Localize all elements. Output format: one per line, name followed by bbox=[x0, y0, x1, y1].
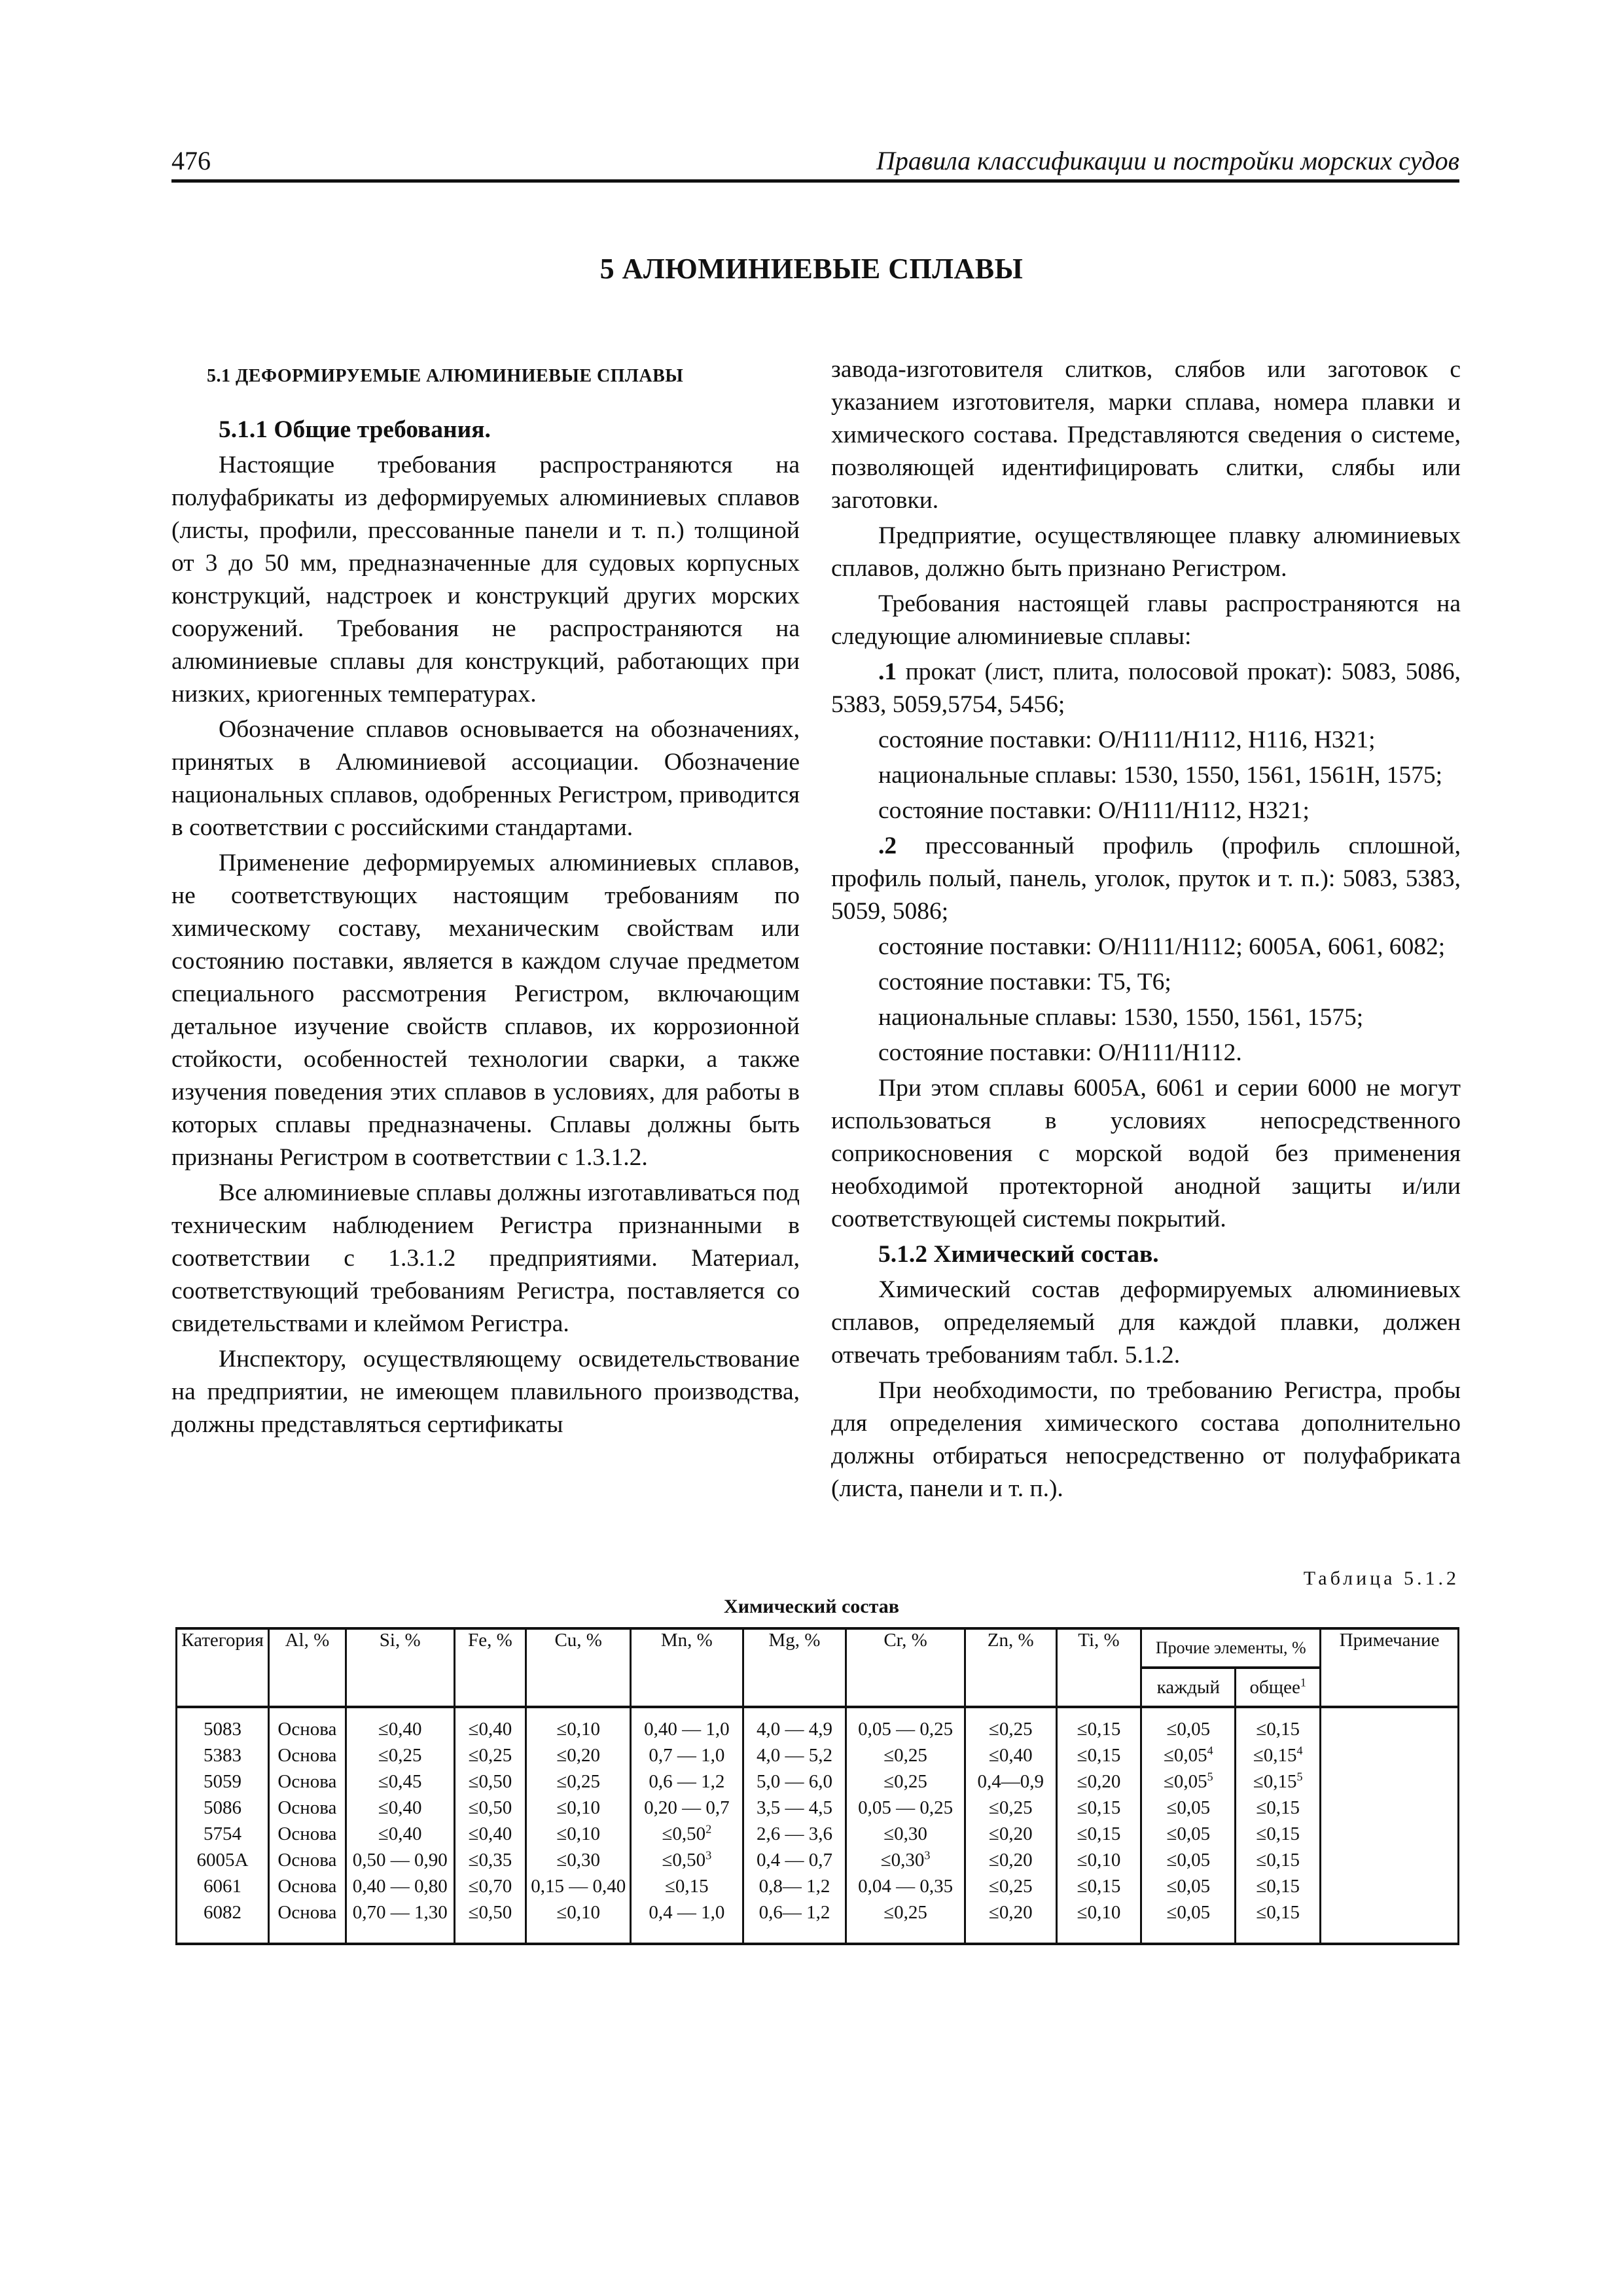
cell-note bbox=[1321, 1707, 1459, 1742]
cell-cu: ≤0,30 bbox=[526, 1847, 631, 1873]
cell-zn: ≤0,20 bbox=[965, 1847, 1056, 1873]
cell-category: 5083 bbox=[177, 1707, 269, 1742]
cell-ti: ≤0,15 bbox=[1056, 1821, 1141, 1847]
header-mg: Mg, % bbox=[743, 1628, 846, 1707]
cell-al: Основа bbox=[268, 1821, 346, 1847]
cell-mn: ≤0,15 bbox=[631, 1873, 743, 1899]
right-column bbox=[831, 353, 1461, 1508]
cell-mn: 0,40 — 1,0 bbox=[631, 1707, 743, 1742]
header-cu: Cu, % bbox=[526, 1628, 631, 1707]
cell-note bbox=[1321, 1768, 1459, 1795]
cell-zn: ≤0,25 bbox=[965, 1795, 1056, 1821]
cell-total: ≤0,15 bbox=[1236, 1707, 1321, 1742]
cell-si: ≤0,25 bbox=[346, 1742, 454, 1768]
cell-each: ≤0,05 bbox=[1141, 1873, 1236, 1899]
header-category: Категория bbox=[177, 1628, 269, 1707]
paragraph: При этом сплавы 6005A, 6061 и серии 6000 не могут использоваться в условиях непосредственного соприкосновения с морской водой без применения необходимой протекторной анодной защиты и/или соответствующей системы покрытий. bbox=[831, 1075, 1461, 1232]
cell-total: ≤0,15 bbox=[1236, 1899, 1321, 1944]
cell-cr: 0,04 — 0,35 bbox=[846, 1873, 965, 1899]
table-row bbox=[177, 1768, 1459, 1795]
cell-si: 0,50 — 0,90 bbox=[346, 1847, 454, 1873]
table-row bbox=[177, 1742, 1459, 1768]
cell-category: 5383 bbox=[177, 1742, 269, 1768]
paragraph: При необходимости, по требованию Регистра, пробы для определения химического состава дополнительно должны отбираться непосредственно от полуфабриката (листа, панели и т. п.). bbox=[831, 1377, 1461, 1502]
cell-fe: ≤0,50 bbox=[454, 1795, 526, 1821]
cell-si: ≤0,40 bbox=[346, 1821, 454, 1847]
cell-category: 6082 bbox=[177, 1899, 269, 1944]
header-al: Al, % bbox=[268, 1628, 346, 1707]
cell-mn: $\le 0,50^3$ bbox=[631, 1847, 743, 1873]
cell-category: 5059 bbox=[177, 1768, 269, 1795]
table-row bbox=[177, 1899, 1459, 1944]
header-other-elements: Прочие элементы, % bbox=[1141, 1628, 1321, 1668]
list-item-text: прокат (лист, плита, полосовой прокат): 5083, 5086, 5383, 5059,5754, 5456; bbox=[831, 658, 1461, 718]
cell-total: ≤0,15 bbox=[1236, 1847, 1321, 1873]
cell-fe: ≤0,35 bbox=[454, 1847, 526, 1873]
cell-cu: ≤0,10 bbox=[526, 1821, 631, 1847]
page-header bbox=[171, 143, 1459, 183]
cell-cr: ≤0,25 bbox=[846, 1768, 965, 1795]
cell-cr: ≤0,25 bbox=[846, 1899, 965, 1944]
cell-si: ≤0,40 bbox=[346, 1707, 454, 1742]
header-si: Si, % bbox=[346, 1628, 454, 1707]
cell-each: ≤0,05 bbox=[1141, 1821, 1236, 1847]
subsection-title: 5.1.1 Общие требования. bbox=[219, 416, 491, 443]
table-label: Таблица 5.1.2 bbox=[1303, 1568, 1459, 1589]
cell-zn: ≤0,20 bbox=[965, 1899, 1056, 1944]
cell-category: 6005A bbox=[177, 1847, 269, 1873]
cell-fe: ≤0,40 bbox=[454, 1707, 526, 1742]
cell-category: 5754 bbox=[177, 1821, 269, 1847]
header-total: общее$^1$ bbox=[1236, 1668, 1321, 1707]
cell-total: ≤0,15 bbox=[1236, 1821, 1321, 1847]
cell-mg: 4,0 — 5,2 bbox=[743, 1742, 846, 1768]
table-row bbox=[177, 1873, 1459, 1899]
cell-zn: ≤0,25 bbox=[965, 1873, 1056, 1899]
chapter-title: 5 АЛЮМИНИЕВЫЕ СПЛАВЫ bbox=[599, 253, 1024, 285]
subsection-title: 5.1.2 Химический состав. bbox=[878, 1241, 1159, 1268]
table-caption: Химический состав bbox=[724, 1596, 899, 1617]
cell-fe: ≤0,40 bbox=[454, 1821, 526, 1847]
table-row bbox=[177, 1795, 1459, 1821]
cell-al: Основа bbox=[268, 1707, 346, 1742]
running-head: Правила классификации и постройки морских судов bbox=[876, 146, 1459, 175]
cell-zn: 0,4—0,9 bbox=[965, 1768, 1056, 1795]
cell-note bbox=[1321, 1847, 1459, 1873]
delivery-state: состояние поставки: O/H111/H112. bbox=[878, 1039, 1242, 1066]
cell-ti: ≤0,15 bbox=[1056, 1707, 1141, 1742]
list-item bbox=[831, 656, 1461, 721]
cell-category: 6061 bbox=[177, 1873, 269, 1899]
cell-cr: $\le 0,30^3$ bbox=[846, 1847, 965, 1873]
cell-si: ≤0,45 bbox=[346, 1768, 454, 1795]
header-zn: Zn, % bbox=[965, 1628, 1056, 1707]
cell-al: Основа bbox=[268, 1768, 346, 1795]
paragraph: Требования настоящей главы распространяются на следующие алюминиевые сплавы: bbox=[831, 590, 1461, 650]
paragraph: Обозначение сплавов основывается на обозначениях, принятых в Алюминиевой ассоциации. Обозначение национальных сплавов, одобренных Регистром, приводится в соответствии с российскими стандартами. bbox=[171, 716, 800, 841]
cell-each: ≤0,05 bbox=[1141, 1795, 1236, 1821]
cell-note bbox=[1321, 1873, 1459, 1899]
cell-fe: ≤0,25 bbox=[454, 1742, 526, 1768]
cell-note bbox=[1321, 1795, 1459, 1821]
cell-cu: ≤0,10 bbox=[526, 1795, 631, 1821]
cell-ti: ≤0,15 bbox=[1056, 1873, 1141, 1899]
cell-al: Основа bbox=[268, 1742, 346, 1768]
delivery-state: состояние поставки: T5, T6; bbox=[878, 969, 1171, 996]
cell-note bbox=[1321, 1742, 1459, 1768]
cell-ti: ≤0,10 bbox=[1056, 1899, 1141, 1944]
section-title: 5.1 ДЕФОРМИРУЕМЫЕ АЛЮМИНИЕВЫЕ СПЛАВЫ bbox=[207, 366, 684, 386]
cell-si: ≤0,40 bbox=[346, 1795, 454, 1821]
national-alloys: национальные сплавы: 1530, 1550, 1561, 1561H, 1575; bbox=[878, 762, 1443, 789]
cell-each: ≤0,05 bbox=[1141, 1899, 1236, 1944]
cell-mn: $\le 0,50^2$ bbox=[631, 1821, 743, 1847]
cell-al: Основа bbox=[268, 1847, 346, 1873]
paragraph: завода-изготовителя слитков, слябов или заготовок с указанием изготовителя, марки сплава, номера плавки и химического состава. Представляются сведения о системе, позволяющей идентифицировать слитки, слябы или заготовки. bbox=[831, 356, 1461, 514]
cell-each: $\le 0,05^4$ bbox=[1141, 1742, 1236, 1768]
cell-ti: ≤0,15 bbox=[1056, 1742, 1141, 1768]
cell-zn: ≤0,25 bbox=[965, 1707, 1056, 1742]
cell-si: 0,70 — 1,30 bbox=[346, 1899, 454, 1944]
header-mn: Mn, % bbox=[631, 1628, 743, 1707]
cell-note bbox=[1321, 1821, 1459, 1847]
cell-each: ≤0,05 bbox=[1141, 1707, 1236, 1742]
list-item bbox=[831, 830, 1461, 928]
cell-mn: 0,6 — 1,2 bbox=[631, 1768, 743, 1795]
cell-each: ≤0,05 bbox=[1141, 1847, 1236, 1873]
cell-mn: 0,7 — 1,0 bbox=[631, 1742, 743, 1768]
cell-cu: ≤0,10 bbox=[526, 1707, 631, 1742]
paragraph: Инспектору, осуществляющему освидетельствование на предприятии, не имеющем плавильного производства, должны представляться сертификаты bbox=[171, 1346, 800, 1438]
cell-note bbox=[1321, 1899, 1459, 1944]
header-note: Примечание bbox=[1321, 1628, 1459, 1707]
cell-cu: ≤0,10 bbox=[526, 1899, 631, 1944]
cell-mg: 4,0 — 4,9 bbox=[743, 1707, 846, 1742]
paragraph: Применение деформируемых алюминиевых сплавов, не соответствующих настоящим требованиям по химическому составу, механическим свойствам или состоянию поставки, является в каждом случае предметом специального рассмотрения Регистром, включающим детальное изучение свойств сплавов, их коррозионной стойкости, особенностей технологии сварки, а также изучения поведения этих сплавов в условиях, для работы в которых сплавы предназначены. Сплавы должны быть признаны Регистром в соответствии с 1.3.1.2. bbox=[171, 850, 800, 1171]
cell-al: Основа bbox=[268, 1873, 346, 1899]
cell-mg: 0,4 — 0,7 bbox=[743, 1847, 846, 1873]
header-ti: Ti, % bbox=[1056, 1628, 1141, 1707]
list-item-number: .2 bbox=[878, 833, 897, 859]
delivery-state: состояние поставки: O/H111/H112, H321; bbox=[878, 797, 1310, 824]
cell-total: ≤0,15 bbox=[1236, 1873, 1321, 1899]
delivery-state: состояние поставки: O/H111/H112; 6005A, 6061, 6082; bbox=[878, 933, 1446, 960]
cell-cr: 0,05 — 0,25 bbox=[846, 1707, 965, 1742]
cell-cu: 0,15 — 0,40 bbox=[526, 1873, 631, 1899]
list-item-text: прессованный профиль (профиль сплошной, профиль полый, панель, уголок, пруток и т. п.): 5083, 5383, 5059, 5086; bbox=[831, 833, 1461, 925]
paragraph: Химический состав деформируемых алюминиевых сплавов, определяемый для каждой плавки, должен отвечать требованиям табл. 5.1.2. bbox=[831, 1276, 1461, 1369]
cell-mn: 0,4 — 1,0 bbox=[631, 1899, 743, 1944]
cell-fe: ≤0,50 bbox=[454, 1899, 526, 1944]
cell-si: 0,40 — 0,80 bbox=[346, 1873, 454, 1899]
cell-al: Основа bbox=[268, 1899, 346, 1944]
delivery-state: состояние поставки: O/H111/H112, H116, H321; bbox=[878, 726, 1376, 753]
cell-cu: ≤0,25 bbox=[526, 1768, 631, 1795]
header-fe: Fe, % bbox=[454, 1628, 526, 1707]
table-row bbox=[177, 1847, 1459, 1873]
table-body bbox=[177, 1707, 1459, 1944]
table-row bbox=[177, 1707, 1459, 1742]
cell-al: Основа bbox=[268, 1795, 346, 1821]
header-cr: Cr, % bbox=[846, 1628, 965, 1707]
cell-fe: ≤0,50 bbox=[454, 1768, 526, 1795]
cell-cr: ≤0,25 bbox=[846, 1742, 965, 1768]
table-row bbox=[177, 1821, 1459, 1847]
cell-mg: 0,6— 1,2 bbox=[743, 1899, 846, 1944]
chemical-composition-table bbox=[175, 1627, 1459, 1945]
cell-ti: ≤0,10 bbox=[1056, 1847, 1141, 1873]
paragraph: Все алюминиевые сплавы должны изготавливаться под техническим наблюдением Регистра признанными в соответствии с 1.3.1.2 предприятиями. Материал, соответствующий требованиям Регистра, поставляется со свидетельствами и клеймом Регистра. bbox=[171, 1179, 800, 1337]
left-column bbox=[171, 353, 800, 1444]
cell-cr: ≤0,30 bbox=[846, 1821, 965, 1847]
cell-total: $\le 0,15^5$ bbox=[1236, 1768, 1321, 1795]
paragraph: Предприятие, осуществляющее плавку алюминиевых сплавов, должно быть признано Регистром. bbox=[831, 522, 1461, 582]
list-item-number: .1 bbox=[878, 658, 897, 685]
cell-zn: ≤0,20 bbox=[965, 1821, 1056, 1847]
cell-mg: 3,5 — 4,5 bbox=[743, 1795, 846, 1821]
cell-total: ≤0,15 bbox=[1236, 1795, 1321, 1821]
header-each: каждый bbox=[1141, 1668, 1236, 1707]
cell-category: 5086 bbox=[177, 1795, 269, 1821]
cell-mg: 0,8— 1,2 bbox=[743, 1873, 846, 1899]
page-number: 476 bbox=[171, 146, 211, 175]
cell-total: $\le 0,15^4$ bbox=[1236, 1742, 1321, 1768]
national-alloys: национальные сплавы: 1530, 1550, 1561, 1575; bbox=[878, 1004, 1364, 1031]
cell-fe: ≤0,70 bbox=[454, 1873, 526, 1899]
cell-ti: ≤0,20 bbox=[1056, 1768, 1141, 1795]
cell-mg: 2,6 — 3,6 bbox=[743, 1821, 846, 1847]
cell-each: $\le 0,05^5$ bbox=[1141, 1768, 1236, 1795]
paragraph: Настоящие требования распространяются на полуфабрикаты из деформируемых алюминиевых сплавов (листы, профили, прессованные панели и т. п.) толщиной от 3 до 50 мм, предназначенные для судовых корпусных конструкций, надстроек и конструкций других морских сооружений. Требования не распространяются на алюминиевые сплавы для конструкций, работающих при низких, криогенных температурах. bbox=[171, 452, 800, 708]
cell-cu: ≤0,20 bbox=[526, 1742, 631, 1768]
cell-ti: ≤0,15 bbox=[1056, 1795, 1141, 1821]
cell-mn: 0,20 — 0,7 bbox=[631, 1795, 743, 1821]
cell-mg: 5,0 — 6,0 bbox=[743, 1768, 846, 1795]
cell-zn: ≤0,40 bbox=[965, 1742, 1056, 1768]
cell-cr: 0,05 — 0,25 bbox=[846, 1795, 965, 1821]
